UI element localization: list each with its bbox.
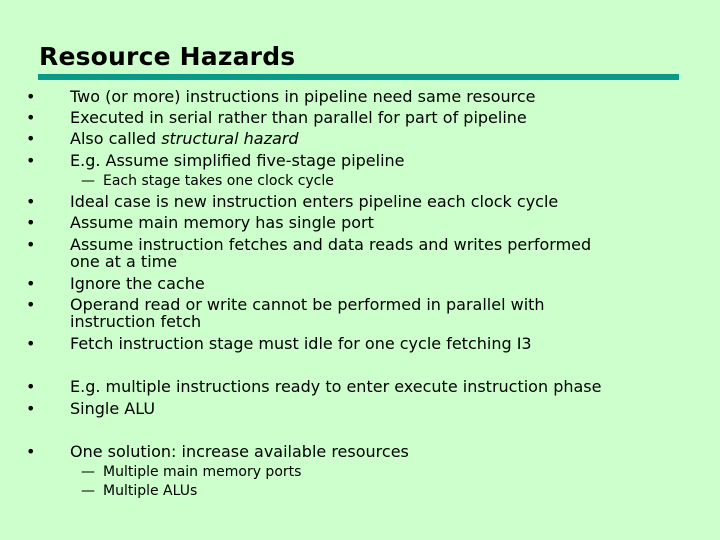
- bullet-icon: •: [26, 192, 36, 211]
- bullet-item: [26, 235, 700, 271]
- sub-bullet-item: [81, 483, 681, 499]
- bullet-item: [26, 129, 700, 148]
- sub-bullet-text: Multiple main memory ports: [103, 464, 302, 480]
- bullet-text: Two (or more) instructions in pipeline need same resource: [70, 87, 536, 106]
- bullet-icon: •: [26, 213, 36, 232]
- bullet-text: E.g. multiple instructions ready to enter execute instruction phase: [70, 377, 602, 396]
- dash-icon: —: [81, 483, 95, 499]
- bullet-icon: •: [26, 377, 36, 396]
- bullet-icon: •: [26, 108, 36, 127]
- bullet-text: E.g. Assume simplified five-stage pipeline: [70, 151, 405, 170]
- bullet-item: [26, 108, 700, 127]
- bullet-text-line2: instruction fetch: [70, 312, 202, 331]
- bullet-text: Also called: [70, 129, 162, 148]
- bullet-item: [26, 334, 700, 353]
- bullet-item: [26, 213, 700, 232]
- bullet-icon: •: [26, 151, 36, 170]
- bullet-icon: •: [26, 129, 36, 148]
- bullet-text-line1: Assume instruction fetches and data reads and writes performed: [70, 235, 592, 254]
- bullet-icon: •: [26, 334, 36, 353]
- bullet-item: [26, 192, 700, 211]
- bullet-text: Ignore the cache: [70, 274, 205, 293]
- bullet-item: [26, 87, 700, 106]
- sub-bullet-item: [81, 173, 681, 189]
- bullet-icon: •: [26, 87, 36, 106]
- bullet-text: Single ALU: [70, 399, 156, 418]
- slide-title: Resource Hazards: [39, 42, 296, 71]
- bullet-item: [26, 295, 700, 331]
- bullet-text: Fetch instruction stage must idle for one cycle fetching I3: [70, 334, 532, 353]
- bullet-text-line1: Operand read or write cannot be performed in parallel with: [70, 295, 545, 314]
- bullet-text: Executed in serial rather than parallel for part of pipeline: [70, 108, 527, 127]
- dash-icon: —: [81, 464, 95, 480]
- sub-bullet-text: Each stage takes one clock cycle: [103, 173, 334, 189]
- bullet-item: [26, 274, 700, 293]
- bullet-icon: •: [26, 295, 36, 314]
- bullet-text-line2: one at a time: [70, 252, 178, 271]
- bullet-emphasis: structural hazard: [161, 129, 299, 148]
- bullet-text: Ideal case is new instruction enters pipeline each clock cycle: [70, 192, 559, 211]
- sub-bullet-item: [81, 464, 681, 480]
- bullet-item: [26, 377, 700, 396]
- bullet-text: Assume main memory has single port: [70, 213, 374, 232]
- sub-bullet-text: Multiple ALUs: [103, 483, 198, 499]
- bullet-item: [26, 442, 700, 461]
- bullet-item: [26, 399, 700, 418]
- title-rule: [38, 74, 679, 80]
- bullet-icon: •: [26, 274, 36, 293]
- bullet-icon: •: [26, 399, 36, 418]
- dash-icon: —: [81, 173, 95, 189]
- bullet-text: One solution: increase available resources: [70, 442, 409, 461]
- bullet-icon: •: [26, 235, 36, 254]
- bullet-item: [26, 151, 700, 170]
- bullet-icon: •: [26, 442, 36, 461]
